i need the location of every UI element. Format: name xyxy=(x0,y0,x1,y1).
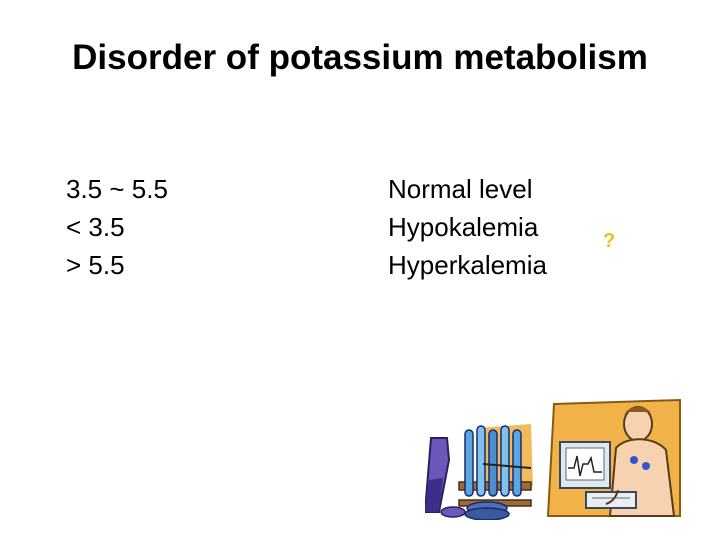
range-column xyxy=(66,170,168,284)
range-low: < 3.5 xyxy=(66,212,125,242)
condition-hypokalemia: Hypokalemia xyxy=(388,212,539,242)
range-high: > 5.5 xyxy=(66,250,125,280)
doctor-ecg-clipart-icon xyxy=(546,398,682,520)
condition-column xyxy=(388,170,547,284)
question-mark-icon: ? xyxy=(603,230,616,252)
condition-normal: Normal level xyxy=(388,174,533,204)
condition-hyperkalemia: Hyperkalemia xyxy=(388,250,547,280)
slide-title: Disorder of potassium metabolism xyxy=(72,38,648,77)
test-tubes-clipart-icon xyxy=(425,420,537,520)
range-normal: 3.5 ~ 5.5 xyxy=(66,174,168,204)
